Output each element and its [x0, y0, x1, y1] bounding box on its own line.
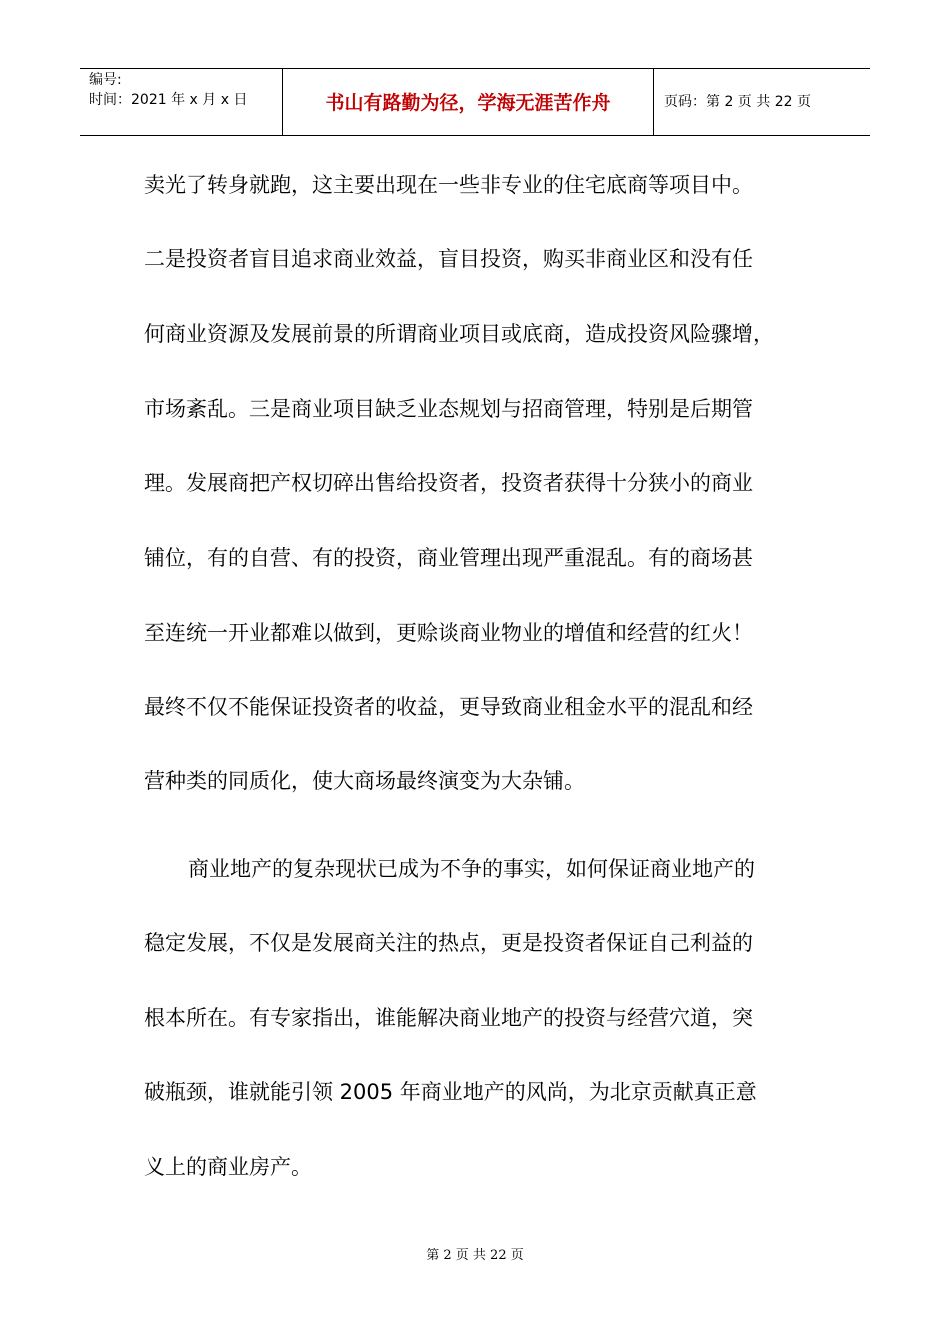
- document-number-label: 编号:: [89, 72, 122, 88]
- header-motto-cell: [282, 69, 654, 135]
- header-page-info: 页码：第 2 页 共 22 页: [664, 94, 811, 110]
- body-line: 稳定发展，不仅是发展商关注的热点，更是投资者保证自己利益的: [144, 931, 753, 955]
- document-header: [80, 68, 870, 136]
- body-line: 铺位，有的自营、有的投资，商业管理出现严重混乱。有的商场甚: [144, 546, 753, 570]
- body-line: 至连统一开业都难以做到，更赊谈商业物业的增值和经营的红火！: [144, 621, 753, 645]
- body-line: 营种类的同质化，使大商场最终演变为大杂铺。: [144, 769, 585, 793]
- paragraph-first-line: 商业地产的复杂现状已成为不争的事实，如何保证商业地产的: [188, 857, 755, 881]
- body-line: 卖光了转身就跑，这主要出现在一些非专业的住宅底商等项目中。: [144, 173, 753, 197]
- header-meta-cell: [80, 69, 282, 135]
- body-line: 破瓶颈，谁就能引领 2005 年商业地产的风尚，为北京贡献真正意: [144, 1080, 757, 1104]
- header-motto: 书山有路勤为径，学海无涯苦作舟: [325, 92, 611, 114]
- body-line: 根本所在。有专家指出，谁能解决商业地产的投资与经营穴道，突: [144, 1006, 753, 1030]
- body-line: 最终不仅不能保证投资者的收益，更导致商业租金水平的混乱和经: [144, 695, 753, 719]
- header-page-cell: [654, 69, 870, 135]
- body-line: 二是投资者盲目追求商业效益，盲目投资，购买非商业区和没有任: [144, 247, 753, 271]
- body-line: 何商业资源及发展前景的所谓商业项目或底商，造成投资风险骤增，: [144, 322, 774, 346]
- page-footer: 第 2 页 共 22 页: [426, 1248, 524, 1263]
- document-date-label: 时间：2021 年 x 月 x 日: [89, 92, 248, 108]
- body-line: 义上的商业房产。: [144, 1155, 312, 1179]
- body-line: 市场紊乱。三是商业项目缺乏业态规划与招商管理，特别是后期管: [144, 397, 753, 421]
- body-line: 理。发展商把产权切碎出售给投资者，投资者获得十分狭小的商业: [144, 471, 753, 495]
